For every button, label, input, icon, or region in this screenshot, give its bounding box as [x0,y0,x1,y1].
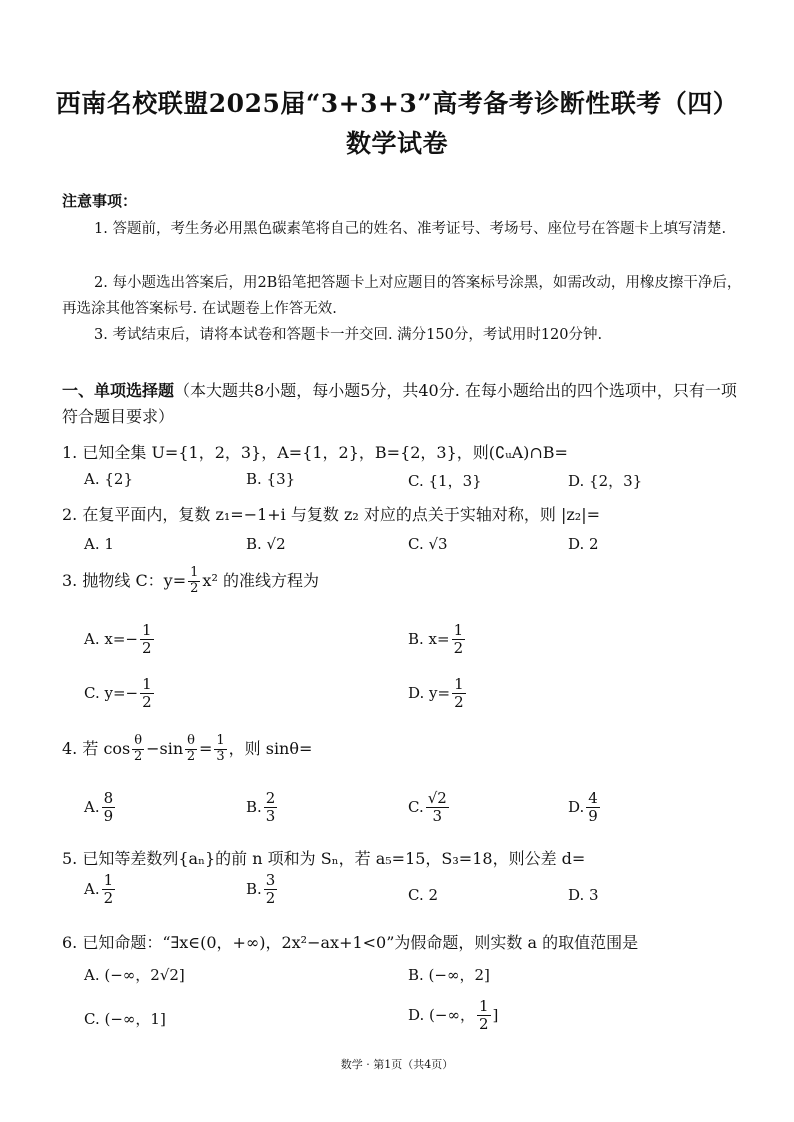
q3-d-den: 2 [454,693,464,712]
q6-d-fraction [477,998,491,1034]
exam-title: 西南名校联盟2025届“3+3+3”高考备考诊断性联考（四） [55,89,739,118]
q6-d-num: 1 [478,997,489,1015]
q4-d-den: 9 [588,807,598,826]
q3-stem-pre: 3. 抛物线 C：y= [62,570,187,590]
q4-two: 2 [134,748,143,764]
q3-option-a [84,622,156,658]
q4-a-label: A. [84,797,100,816]
q3-a-fraction [140,622,154,658]
q3-c-den: 2 [142,693,152,712]
q1-option-d: D. {2，3} [568,472,643,490]
q4-a-den: 9 [103,807,114,826]
q4-c-num: √2 [427,789,447,807]
notice-item: 1. 答题前，考生务必用黑色碳素笔将自己的姓名、准考证号、考场号、座位号在答题卡上填写清楚. [94,221,727,237]
question-5-stem: 5. 已知等差数列{aₙ}的前 n 项和为 Sₙ，若 a₅=15，S₃=18，则公差 d= [62,849,586,868]
q3-frac-den: 2 [190,580,199,596]
q4-b-fraction [264,790,278,826]
q4-a-fraction [102,790,116,826]
q4-a-num: 8 [103,789,114,807]
q6-option-d [408,998,498,1034]
section-description: （本大题共8小题，每小题5分，共40分. 在每小题给出的四个选项中，只有一项符合题目要求） [62,381,737,426]
q6-d-post: ] [492,1005,499,1024]
q4-eq: = [198,738,213,758]
q4-theta: θ [134,733,143,748]
q3-option-c [84,676,156,712]
question-4-stem [62,734,312,765]
q3-a-num: 1 [141,621,152,639]
q5-a-num: 1 [103,871,114,889]
q5-b-label: B. [246,879,262,898]
q5-a-fraction [102,872,116,908]
q4-one: 1 [216,733,225,748]
q3-d-num: 1 [454,675,464,693]
q5-a-label: A. [84,879,100,898]
q4-three: 3 [216,748,225,764]
q3-stem-post: x² 的准线方程为 [202,570,319,590]
q5-b-num: 3 [265,871,276,889]
q3-a-label: A. x=− [84,629,138,648]
q5-option-b [246,872,279,908]
q6-option-a: A. (−∞，2√2] [84,966,185,984]
q4-theta: θ [187,733,195,748]
q6-option-b: B. (−∞，2] [408,966,490,984]
q2-option-a: A. 1 [84,535,114,553]
q3-c-num: 1 [142,675,152,693]
q3-b-label: B. x= [408,629,450,648]
q5-option-c: C. 2 [408,886,439,904]
q3-frac-num: 1 [190,565,199,580]
q5-b-fraction [264,872,278,908]
q4-b-label: B. [246,797,262,816]
q2-option-b: B. √2 [246,535,286,553]
question-2-stem: 2. 在复平面内，复数 z₁=−1+i 与复数 z₂ 对应的点关于实轴对称，则 |z₂|= [62,505,601,524]
q1-option-a: A. {2} [84,470,133,488]
q5-option-a [84,872,117,908]
q1-option-b: B. {3} [246,470,296,488]
q3-fraction [188,566,200,597]
q3-a-den: 2 [141,639,152,658]
section-heading [62,378,742,430]
q3-c-label: C. y=− [84,683,139,702]
q5-a-den: 2 [103,889,114,908]
q3-b-num: 1 [453,621,464,639]
q6-option-c: C. (−∞，1] [84,1010,166,1028]
q4-option-a [84,790,117,826]
notice-item: 2. 每小题选出答案后，用2B铅笔把答题卡上对应题目的答案标号涂黑，如需改动，用橡皮擦干净后，再选涂其他答案标号. 在试题卷上作答无效. [62,275,742,317]
q3-c-fraction [140,676,154,712]
exam-subtitle: 数学试卷 [345,129,448,158]
q3-b-fraction [452,622,466,658]
question-1-stem: 1. 已知全集 U={1，2，3}，A={1，2}，B={2，3}，则(∁ᵤA)∩B= [62,443,568,462]
section-title: 一、单项选择题 [62,381,175,400]
q4-frac-theta1 [132,734,144,765]
page-footer: 数学 · 第1页（共4页） [340,1058,454,1071]
q6-d-den: 2 [478,1015,489,1034]
q4-frac-third [214,734,226,765]
q4-pre: 4. 若 cos [62,738,131,758]
question-6-stem: 6. 已知命题：“∃x∈(0，+∞)，2x²−ax+1<0”为假命题，则实数 a 的取值范围是 [62,933,639,952]
q1-option-c: C. {1，3} [408,472,482,490]
q4-c-fraction [426,790,449,826]
q5-b-den: 2 [265,889,276,908]
notice-item: 3. 考试结束后，请将本试卷和答题卡一并交回. 满分150分，考试用时120分钟. [94,327,603,343]
q2-option-d: D. 2 [568,535,599,553]
q4-frac-theta2 [185,734,197,765]
q6-d-pre: D. (−∞， [408,1005,475,1024]
q5-option-d: D. 3 [568,886,599,904]
q4-option-c [408,790,451,826]
q4-post: ，则 sinθ= [228,738,313,758]
q4-b-num: 2 [265,789,276,807]
q4-two: 2 [186,748,196,764]
q4-d-label: D. [568,797,585,816]
notice-heading: 注意事项： [62,192,138,210]
q4-d-fraction [586,790,600,826]
q4-c-den: 3 [432,807,443,826]
question-3-stem [62,566,319,597]
q2-option-c: C. √3 [408,535,448,553]
q3-option-d [408,676,468,712]
q4-option-b [246,790,279,826]
q3-b-den: 2 [453,639,464,658]
q4-c-label: C. [408,797,424,816]
q3-d-fraction [452,676,466,712]
q4-b-den: 3 [265,807,276,826]
q4-d-num: 4 [588,789,598,807]
q3-option-b [408,622,467,658]
q3-d-label: D. y= [408,683,451,702]
q4-mid: −sin [146,738,184,758]
q4-option-d [568,790,602,826]
